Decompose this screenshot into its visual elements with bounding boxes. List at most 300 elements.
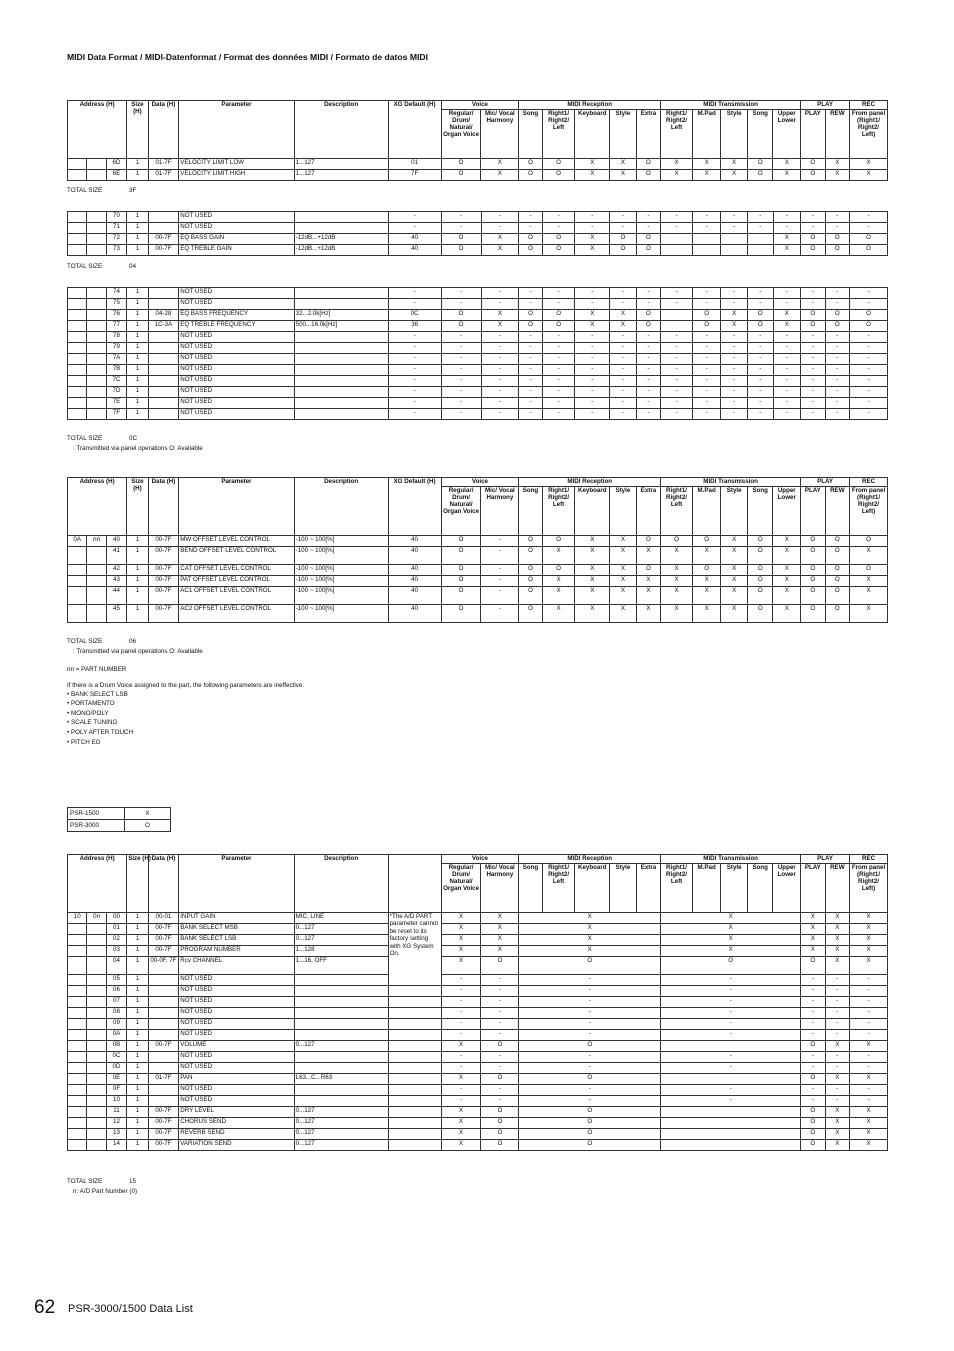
table-cell: X: [661, 576, 693, 587]
table-cell: X: [850, 605, 888, 623]
table-cell: -: [610, 376, 637, 387]
table-cell: PSR-1500: [68, 808, 125, 820]
table-cell: -: [388, 365, 441, 376]
table-cell: -: [773, 332, 801, 343]
table-cell: -: [825, 1085, 850, 1096]
header-cell: Style: [721, 110, 748, 159]
table-cell: [148, 1085, 179, 1096]
table-cell: -: [850, 376, 888, 387]
table-row: [68, 332, 888, 343]
table-cell: -: [481, 1030, 519, 1041]
table-cell: [148, 223, 179, 234]
document-title: PSR-3000/1500 Data List: [68, 1303, 193, 1315]
table-cell: O: [519, 159, 542, 170]
table-cell: -: [850, 343, 888, 354]
table-cell: 00-7F: [148, 935, 179, 946]
table-cell: X: [773, 547, 801, 565]
table-cell: [87, 332, 106, 343]
table-cell: -: [747, 387, 773, 398]
table-cell: [68, 576, 87, 587]
table-row: [68, 536, 888, 547]
table-row: [68, 212, 888, 223]
total-label: TOTAL SIZE: [67, 1178, 103, 1185]
header-cell: Size (H): [127, 855, 148, 913]
table-cell: 7D: [106, 387, 126, 398]
table-cell: O: [542, 565, 575, 576]
table-cell: 1: [127, 212, 148, 223]
header-cell: Style: [721, 864, 748, 913]
table-cell: -: [661, 223, 693, 234]
table-cell: -: [801, 1085, 826, 1096]
table-cell: 1: [127, 576, 148, 587]
table-row: [68, 986, 888, 997]
table-cell: -: [773, 299, 801, 310]
table-cell: -: [519, 997, 661, 1008]
table-cell: -: [388, 299, 441, 310]
table-cell: [148, 409, 179, 420]
header-cell: Song: [519, 864, 542, 913]
table-cell: O: [692, 310, 721, 321]
table-cell: O: [825, 565, 850, 576]
table-cell: [68, 376, 87, 387]
table-cell: O: [542, 310, 575, 321]
table-cell: 0A: [68, 536, 87, 547]
table-cell: O: [519, 1140, 661, 1151]
table-cell: X: [481, 159, 519, 170]
table-cell: [87, 234, 106, 245]
table-cell: 10: [106, 1096, 126, 1107]
table-cell: -: [773, 398, 801, 409]
table-cell: PAT OFFSET LEVEL CONTROL: [179, 576, 294, 587]
table-cell: O: [519, 587, 542, 605]
table-cell: -: [481, 343, 519, 354]
table-cell: O: [825, 245, 850, 256]
header-cell: Keyboard: [575, 110, 610, 159]
table-row: [68, 1107, 888, 1118]
page-title: MIDI Data Format / MIDI-Datenformat / Format des données MIDI / Formato de datos MIDI: [67, 52, 428, 62]
table-cell: [87, 170, 106, 181]
table-cell: 7F: [388, 170, 441, 181]
table-cell: -: [481, 1085, 519, 1096]
table-cell: X: [661, 924, 801, 935]
table-cell: NOT USED: [179, 376, 294, 387]
table-cell: [87, 387, 106, 398]
table-cell: X: [441, 1107, 481, 1118]
table-cell: 00-7F: [148, 536, 179, 547]
table-cell: O: [801, 1140, 826, 1151]
table-cell: X: [441, 946, 481, 957]
table-cell: [87, 212, 106, 223]
table-cell: -: [542, 354, 575, 365]
total-value: 0C: [129, 435, 138, 442]
table-cell: -: [721, 343, 748, 354]
table-cell: 11: [106, 1107, 126, 1118]
table-cell: X: [575, 565, 610, 576]
table-cell: -: [388, 223, 441, 234]
table-cell: X: [441, 913, 481, 924]
table-cell: [148, 212, 179, 223]
table-cell: -: [481, 212, 519, 223]
table-cell: O: [481, 1074, 519, 1085]
table-cell: -: [747, 223, 773, 234]
table-cell: X: [441, 1129, 481, 1140]
table-cell: -: [441, 1019, 481, 1030]
table-cell: -: [519, 398, 542, 409]
table-cell: [87, 1052, 106, 1063]
table-cell: 1: [127, 365, 148, 376]
table-cell: O: [801, 1074, 826, 1085]
total-size-3: [67, 434, 203, 453]
table-cell: 1: [127, 245, 148, 256]
table-cell: -: [661, 398, 693, 409]
table-cell: -: [661, 288, 693, 299]
table-cell: X: [825, 913, 850, 924]
table-cell: 10: [68, 913, 87, 924]
table-cell: X: [825, 1041, 850, 1052]
table-cell: -: [481, 565, 519, 576]
table-cell: X: [850, 547, 888, 565]
table-cell: -: [388, 332, 441, 343]
table-cell: 40: [388, 234, 441, 245]
table-cell: 01-7F: [148, 159, 179, 170]
table-cell: -: [636, 223, 661, 234]
table-row: [68, 159, 888, 170]
table-row: [68, 288, 888, 299]
table-cell: -: [773, 288, 801, 299]
table-cell: -: [481, 997, 519, 1008]
table-cell: X: [721, 536, 748, 547]
table-cell: O: [850, 321, 888, 332]
table-cell: X: [575, 605, 610, 623]
table-cell: 6D: [106, 159, 126, 170]
table-cell: 1: [127, 1030, 148, 1041]
table-cell: [388, 1019, 441, 1030]
table-cell: [87, 547, 106, 565]
header-cell: Upper Lower: [773, 487, 801, 536]
table-cell: -: [773, 409, 801, 420]
header-cell: Mic/ Vocal Harmony: [481, 487, 519, 536]
header-cell: Song: [747, 487, 773, 536]
table-cell: O: [825, 310, 850, 321]
table-cell: 79: [106, 343, 126, 354]
table-cell: O: [747, 170, 773, 181]
table-cell: NOT USED: [179, 223, 294, 234]
table-cell: -: [850, 1096, 888, 1107]
table-cell: X: [481, 913, 519, 924]
table-cell: 1: [127, 354, 148, 365]
table-cell: -: [519, 1085, 661, 1096]
table-cell: 00-7F: [148, 1041, 179, 1052]
header-cell: Song: [519, 110, 542, 159]
table-cell: -: [850, 975, 888, 986]
table-cell: -: [481, 986, 519, 997]
table-cell: [87, 587, 106, 605]
table-cell: O: [801, 321, 826, 332]
table-cell: -: [519, 1052, 661, 1063]
header-cell: Data (H): [148, 855, 179, 913]
table-cell: -: [575, 212, 610, 223]
table-cell: -: [636, 365, 661, 376]
table-cell: 0...127: [294, 935, 388, 946]
table-cell: -: [825, 986, 850, 997]
table-cell: -: [850, 398, 888, 409]
table-cell: X: [850, 913, 888, 924]
table-cell: -: [747, 332, 773, 343]
table-cell: O: [825, 234, 850, 245]
table-cell: X: [610, 565, 637, 576]
table-cell: 00-7F: [148, 924, 179, 935]
bullet-item: • PITCH EG: [67, 738, 101, 746]
table-cell: [68, 409, 87, 420]
table-cell: 1: [127, 321, 148, 332]
table-cell: [68, 1063, 87, 1074]
table-cell: O: [481, 1041, 519, 1052]
table-cell: 0F: [106, 1085, 126, 1096]
table-cell: -: [747, 354, 773, 365]
table-cell: O: [801, 234, 826, 245]
table-cell: O: [519, 234, 542, 245]
header-cell: Voice: [441, 478, 519, 487]
table-cell: [294, 986, 388, 997]
header-cell: Style: [610, 110, 637, 159]
table-cell: [68, 365, 87, 376]
table-cell: -: [481, 1063, 519, 1074]
table-cell: [148, 1008, 179, 1019]
header-cell: PLAY: [801, 101, 850, 110]
table-cell: [68, 1096, 87, 1107]
table-cell: X: [610, 605, 637, 623]
table-cell: -: [441, 975, 481, 986]
table-cell: -: [661, 365, 693, 376]
table-cell: [68, 986, 87, 997]
table-cell: -: [441, 387, 481, 398]
table-cell: [388, 1140, 441, 1151]
table-cell: 00-0F, 7F: [148, 957, 179, 975]
table-cell: -: [519, 332, 542, 343]
table-cell: 1: [127, 1085, 148, 1096]
table-cell: [68, 565, 87, 576]
table-cell: [87, 576, 106, 587]
table-cell: O: [519, 1074, 661, 1085]
table-cell: O: [825, 321, 850, 332]
table-cell: -: [575, 299, 610, 310]
table-cell: -: [481, 398, 519, 409]
table-cell: [294, 975, 388, 986]
table-cell: nn: [87, 536, 106, 547]
table-row: [68, 1019, 888, 1030]
table-cell: [148, 354, 179, 365]
header-cell: Right1/ Right2/ Left: [542, 110, 575, 159]
table-cell: 00-7F: [148, 547, 179, 565]
table-cell: -: [542, 288, 575, 299]
table-cell: [68, 1041, 87, 1052]
table-cell: EQ BASS FREQUENCY: [179, 310, 294, 321]
table-row: [68, 234, 888, 245]
table-cell: -: [801, 365, 826, 376]
table-cell: [148, 332, 179, 343]
table-cell: X: [575, 245, 610, 256]
header-cell: M.Pad: [692, 110, 721, 159]
table-cell: -: [388, 387, 441, 398]
table-cell: [87, 1107, 106, 1118]
table-cell: O: [610, 234, 637, 245]
header-cell: REW: [825, 864, 850, 913]
table-cell: X: [610, 576, 637, 587]
table-cell: X: [519, 946, 661, 957]
table-cell: INPUT GAIN: [179, 913, 294, 924]
table-cell: -: [747, 299, 773, 310]
table-cell: 1: [127, 997, 148, 1008]
table-cell: 1: [127, 409, 148, 420]
header-cell: MIDI Transmission: [661, 855, 801, 864]
header-cell: PLAY: [801, 110, 826, 159]
table-cell: 00-7F: [148, 245, 179, 256]
table-cell: [68, 1074, 87, 1085]
table-cell: -: [441, 398, 481, 409]
table-row: [68, 975, 888, 986]
table-cell: 500...16.0k[Hz]: [294, 321, 388, 332]
header-cell: Regular/ Drum/ Natural/ Organ Voice: [441, 487, 481, 536]
table-cell: O: [801, 245, 826, 256]
table-cell: X: [661, 913, 801, 924]
table-cell: X: [850, 1107, 888, 1118]
table-cell: 13: [106, 1129, 126, 1140]
table-cell: 09: [106, 1019, 126, 1030]
table-cell: -: [661, 1030, 801, 1041]
header-cell: From panel (Right1/ Right2/ Left): [850, 110, 888, 159]
table-cell: X: [721, 587, 748, 605]
table-cell: 1: [127, 288, 148, 299]
table-cell: -: [519, 1030, 661, 1041]
header-cell: Parameter: [179, 855, 294, 913]
table-cell: O: [542, 234, 575, 245]
table-cell: X: [850, 1140, 888, 1151]
table-cell: -: [801, 288, 826, 299]
header-cell: MIDI Transmission: [661, 478, 801, 487]
table-cell: -: [825, 975, 850, 986]
table-cell: -: [441, 376, 481, 387]
table-cell: X: [850, 587, 888, 605]
table-cell: -: [801, 332, 826, 343]
table-cell: [87, 409, 106, 420]
table-cell: O: [825, 605, 850, 623]
table-cell: 0D: [106, 1063, 126, 1074]
table-cell: NOT USED: [179, 354, 294, 365]
table-cell: -: [542, 212, 575, 223]
table-cell: O: [747, 565, 773, 576]
table-cell: X: [850, 946, 888, 957]
table-cell: -: [825, 376, 850, 387]
table-cell: O: [519, 547, 542, 565]
table-cell: -: [661, 986, 801, 997]
table-cell: [68, 288, 87, 299]
table-cell: -: [825, 1008, 850, 1019]
table-cell: -: [519, 975, 661, 986]
table-cell: O: [636, 245, 661, 256]
table-cell: O: [825, 576, 850, 587]
table-cell: O: [747, 547, 773, 565]
table-cell: O: [610, 245, 637, 256]
table-cell: [68, 170, 87, 181]
table-cell: -: [661, 975, 801, 986]
table-cell: X: [692, 159, 721, 170]
table-cell: O: [441, 547, 481, 565]
table-cell: 1: [127, 223, 148, 234]
table-cell: -: [610, 398, 637, 409]
table-cell: NOT USED: [179, 343, 294, 354]
table-cell: 40: [388, 536, 441, 547]
table-cell: [294, 997, 388, 1008]
table-cell: 00-7F: [148, 1140, 179, 1151]
table-row: [68, 1118, 888, 1129]
table-cell: X: [825, 1107, 850, 1118]
table-cell: [87, 975, 106, 986]
header-cell: REC: [850, 101, 888, 110]
table-cell: O: [441, 576, 481, 587]
table-cell: [294, 376, 388, 387]
table-cell: [388, 1030, 441, 1041]
table-cell: O: [692, 536, 721, 547]
header-cell: REC: [850, 855, 888, 864]
table-cell: 0...127: [294, 1118, 388, 1129]
table-cell: X: [801, 913, 826, 924]
table-cell: NOT USED: [179, 975, 294, 986]
table-cell: 1: [127, 1096, 148, 1107]
total-value: 15: [129, 1178, 137, 1185]
table-cell: X: [721, 159, 748, 170]
table-cell: O: [441, 170, 481, 181]
header-cell: M.Pad: [692, 487, 721, 536]
midi-data-table-1: [67, 100, 888, 181]
table-cell: O: [519, 310, 542, 321]
table-cell: -: [850, 1019, 888, 1030]
legend-note: n: A/D Part Number (0): [73, 1187, 138, 1195]
table-cell: -: [575, 409, 610, 420]
table-cell: NOT USED: [179, 299, 294, 310]
table-row: [68, 343, 888, 354]
table-cell: X: [850, 924, 888, 935]
table-cell: X: [825, 170, 850, 181]
table-cell: -: [481, 223, 519, 234]
table-cell: [68, 234, 87, 245]
legend-note: : Transmitted via panel operations O: Available: [73, 444, 203, 452]
table-cell: O: [825, 547, 850, 565]
table-cell: -: [721, 409, 748, 420]
table-cell: -: [481, 299, 519, 310]
table-cell: X: [542, 547, 575, 565]
table-cell: O: [441, 159, 481, 170]
table-cell: -: [692, 387, 721, 398]
table-cell: -: [850, 387, 888, 398]
header-cell: Regular/ Drum/ Natural/ Organ Voice: [441, 110, 481, 159]
table-cell: -: [519, 365, 542, 376]
table-cell: -: [519, 1019, 661, 1030]
table-cell: X: [721, 321, 748, 332]
table-cell: -: [519, 1096, 661, 1107]
table-cell: X: [610, 536, 637, 547]
table-cell: REVERB SEND: [179, 1129, 294, 1140]
header-cell: Size (H): [127, 101, 148, 159]
table-cell: -: [610, 299, 637, 310]
table-cell: [87, 997, 106, 1008]
table-cell: 01: [106, 924, 126, 935]
table-row: [68, 299, 888, 310]
table-cell: O: [441, 310, 481, 321]
table-cell: [148, 398, 179, 409]
table-cell: -: [441, 409, 481, 420]
table-cell: 1: [127, 310, 148, 321]
table-cell: 00-7F: [148, 605, 179, 623]
